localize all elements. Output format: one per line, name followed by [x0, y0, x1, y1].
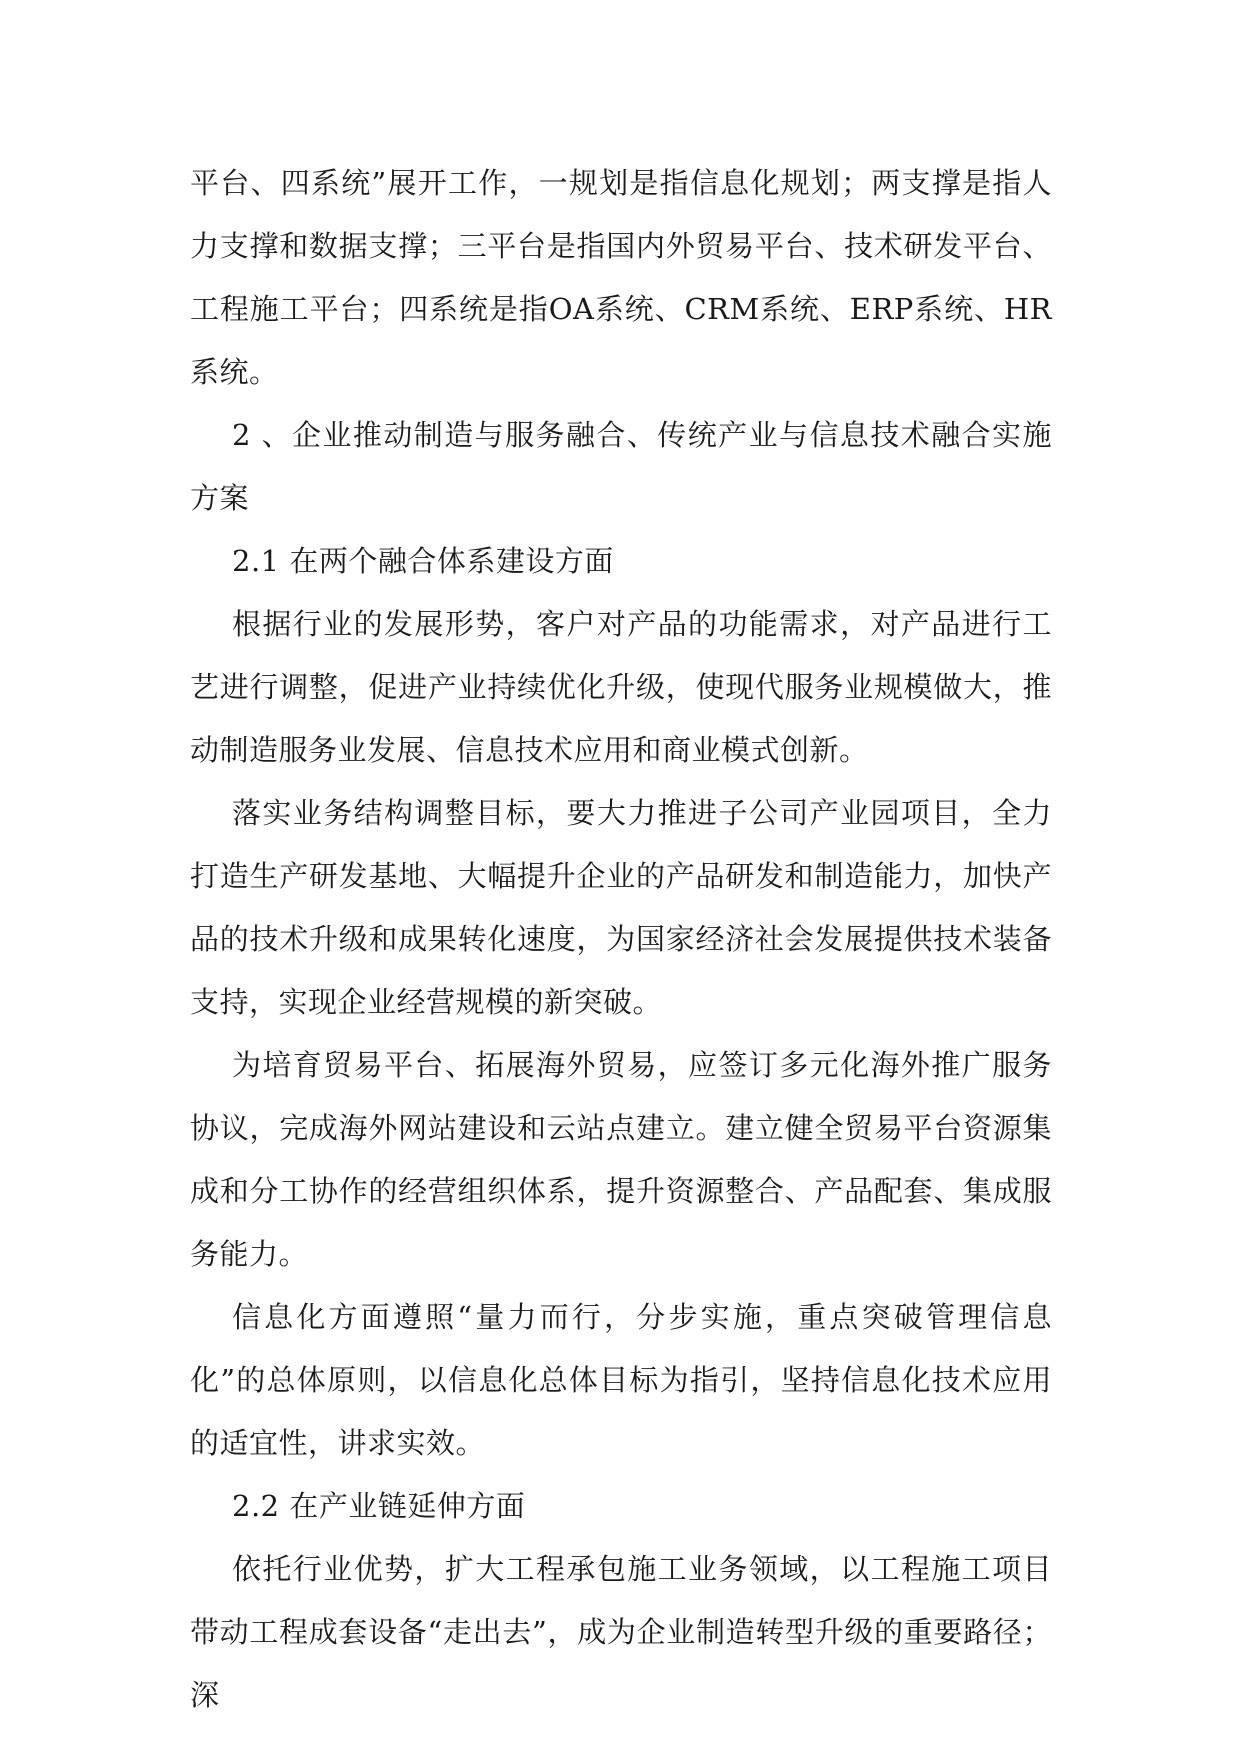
paragraph-informatization: 信息化方面遵照“量力而行，分步实施，重点突破管理信息化”的总体原则，以信息化总体目标为指引，坚持信息化技术应用的适宜性，讲求实效。 — [190, 1300, 1052, 1460]
paragraph-industry-chain: 依托行业优势，扩大工程承包施工业务领域，以工程施工项目带动工程成套设备“走出去”，成为企业制造转型升级的重要路径；深 — [190, 1552, 1052, 1712]
subsection-heading-2-1: 2.1 在两个融合体系建设方面 — [232, 544, 614, 578]
paragraph-trade-platform: 为培育贸易平台、拓展海外贸易，应签订多元化海外推广服务协议，完成海外网站建设和云站点建立。建立健全贸易平台资源集成和分工协作的经营组织体系，提升资源整合、产品配套、集成服务能力。 — [190, 1048, 1052, 1271]
paragraph-continued-platform-systems: 平台、四系统”展开工作，一规划是指信息化规划；两支撑是指人力支撑和数据支撑；三平台是指国内外贸易平台、技术研发平台、工程施工平台；四系统是指OA系统、CRM系统、ERP系统、HR系统。 — [190, 166, 1052, 389]
section-heading-2: 2 、企业推动制造与服务融合、传统产业与信息技术融合实施方案 — [190, 418, 1052, 515]
document-body — [190, 152, 1052, 1727]
paragraph-industry-trend: 根据行业的发展形势，客户对产品的功能需求，对产品进行工艺进行调整，促进产业持续优化升级，使现代服务业规模做大，推动制造服务业发展、信息技术应用和商业模式创新。 — [190, 607, 1052, 767]
paragraph-business-structure: 落实业务结构调整目标，要大力推进子公司产业园项目，全力打造生产研发基地、大幅提升企业的产品研发和制造能力，加快产品的技术升级和成果转化速度，为国家经济社会发展提供技术装备支持，实现企业经营规模的新突破。 — [190, 796, 1052, 1019]
subsection-heading-2-2: 2.2 在产业链延伸方面 — [232, 1489, 526, 1523]
